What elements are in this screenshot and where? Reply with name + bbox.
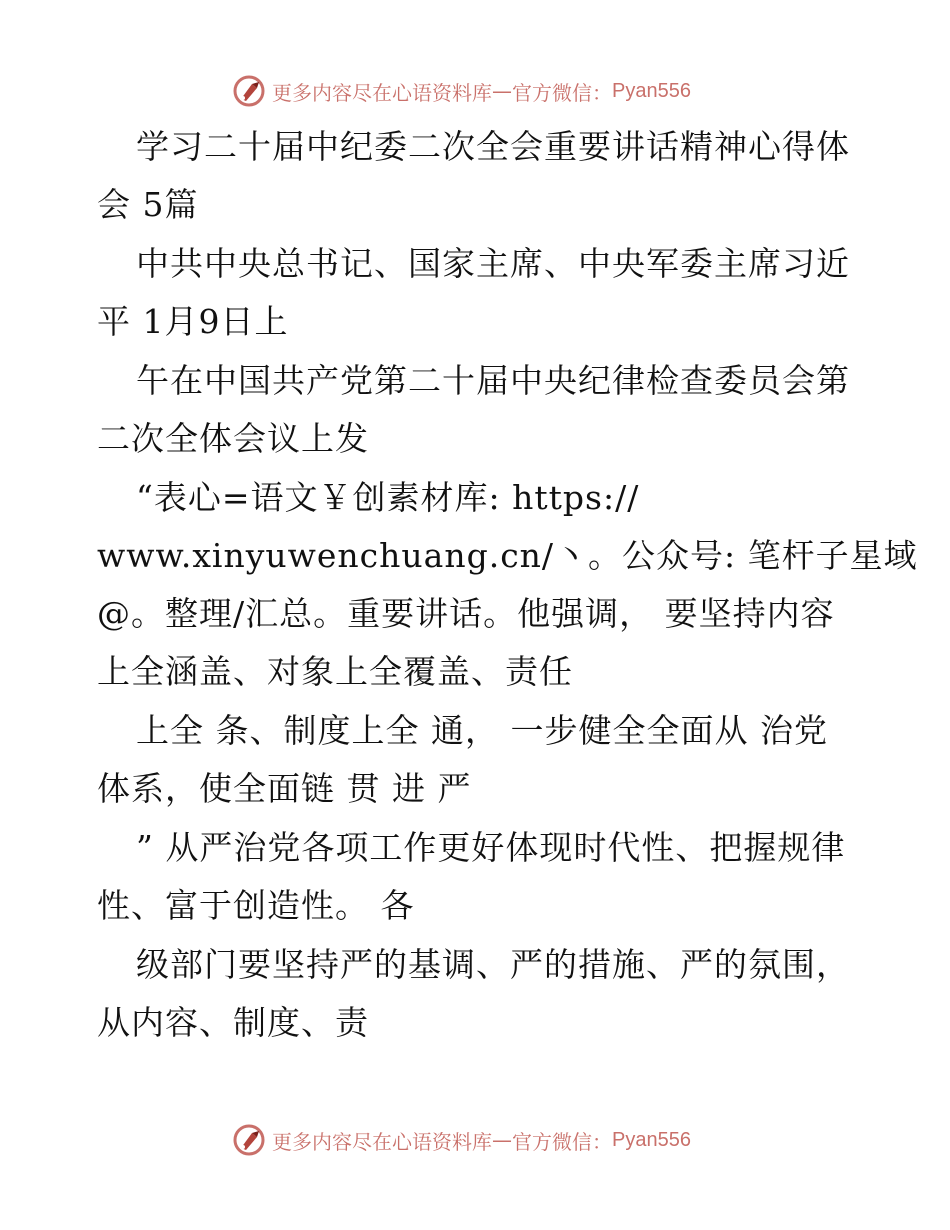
pen-nib-logo-icon	[232, 1123, 266, 1157]
doc-line: 中共中央总书记、国家主席、中央军委主席习近	[136, 244, 850, 283]
doc-line: 二次全体会议上发	[97, 419, 369, 458]
banner-wechat-label: 官方微信：	[512, 80, 612, 105]
doc-line: 上全涵盖、对象上全覆盖、责任	[97, 652, 573, 691]
doc-line: @。整理/汇总。重要讲话。他强调， 要坚持内容	[97, 594, 835, 633]
banner-main-text: 更多内容尽在心语资料库	[272, 1129, 492, 1154]
doc-line: 平 1月9日上	[97, 302, 289, 341]
doc-line: 午在中国共产党第二十届中央纪律检查委员会第	[136, 361, 850, 400]
doc-line: 学习二十届中纪委二次全会重要讲话精神心得体	[136, 127, 850, 166]
doc-line: 从内容、制度、责	[97, 1003, 369, 1042]
footer-banner	[232, 1123, 691, 1157]
doc-line: 性、富于创造性。 各	[97, 886, 415, 925]
doc-line: “表心=语文￥创素材库: https://	[136, 478, 640, 517]
doc-line: ” 从严治党各项工作更好体现时代性、把握规律	[136, 828, 846, 867]
doc-line: 体系，使全面链 贯 进 严	[97, 769, 472, 808]
doc-line: 级部门要坚持严的基调、严的措施、严的氛围，	[136, 945, 850, 984]
doc-line: 上全 条、制度上全 通， 一步健全全面从 治党	[136, 711, 828, 750]
banner-main-text: 更多内容尽在心语资料库	[272, 80, 492, 105]
banner-wechat-id: Pyan556	[612, 1128, 691, 1151]
doc-line: 会 5篇	[97, 185, 199, 224]
doc-line: www.xinyuwenchuang.cn/丶。公众号: 笔杆子星域	[97, 536, 918, 575]
banner-dash: —	[492, 79, 512, 103]
banner-dash: —	[492, 1128, 512, 1152]
pen-nib-logo-icon	[232, 74, 266, 108]
banner-wechat-id: Pyan556	[612, 79, 691, 102]
banner-wechat-label: 官方微信：	[512, 1129, 612, 1154]
header-banner	[232, 74, 691, 108]
